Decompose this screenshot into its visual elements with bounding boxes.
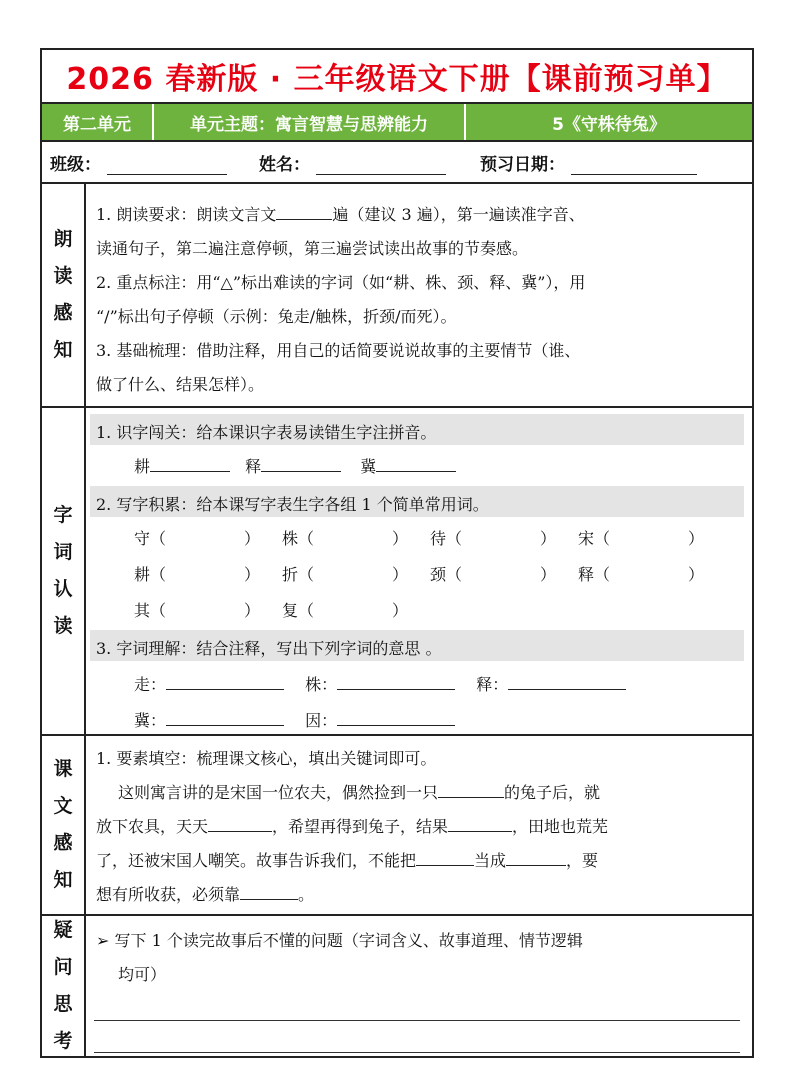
worksheet [40,48,754,1058]
label-char: 思 [53,993,73,1015]
date-blank[interactable] [571,155,697,175]
meaning-row-2 [134,708,455,731]
section-story-label [42,736,86,914]
label-char: 知 [53,339,73,361]
word-cell[interactable]: 颈（ ） [430,565,557,584]
pinyin-blank[interactable] [150,454,230,472]
section-words-label [42,408,86,734]
story-line-2: 放下农具，天天 ，希望再得到兔子，结果 ，田地也荒芜 [96,814,608,837]
label-char: 词 [53,541,73,563]
times-blank[interactable] [276,202,332,220]
section-words [42,408,752,736]
name-field[interactable] [259,150,446,175]
word-cell[interactable]: 复（ ） [282,601,409,620]
answer-line[interactable] [94,1052,740,1053]
label-char: 知 [53,869,73,891]
words-q2: 2. 写字积累：给本课写字表生字各组 1 个简单常用词。 [96,495,489,514]
label-char: 问 [53,956,73,978]
fill-blank[interactable] [208,814,272,832]
label-char: 字 [53,504,73,526]
pinyin-char: 耕 [134,457,151,476]
reading-line-6: 做了什么、结果怎样）。 [96,375,265,394]
word-cell[interactable]: 守（ ） [134,529,261,548]
fill-blank[interactable] [448,814,512,832]
fill-blank[interactable] [506,848,566,866]
meaning-char: 因： [305,711,338,730]
label-char: 文 [53,795,73,817]
word-cell[interactable]: 株（ ） [282,529,409,548]
word-cell[interactable]: 耕（ ） [134,565,261,584]
reading-text: 遍（建议 3 遍），第一遍读准字音、 [332,205,585,224]
pinyin-blank[interactable] [261,454,341,472]
name-label: 姓名： [259,154,310,175]
label-char: 认 [53,578,73,600]
page-title: 2026 春新版 · 三年级语文下册【课前预习单】 [42,50,752,104]
word-row-1 [134,526,726,549]
reading-line-1 [96,202,585,225]
section-story [42,736,752,916]
word-cell[interactable]: 释（ ） [578,565,705,584]
student-info-row [42,142,752,184]
fill-blank[interactable] [438,780,504,798]
story-line-1: 这则寓言讲的是宋国一位农夫，偶然捡到一只 的兔子后，就 [118,780,600,803]
lesson-title: 5《守株待兔》 [552,114,666,135]
reading-line-4: “/”标出句子停顿（示例：兔走/触株，折颈/而死）。 [96,307,457,326]
reading-line-3: 2. 重点标注：用“△”标出难读的字词（如“耕、株、颈、释、冀”），用 [96,273,586,292]
story-q1: 1. 要素填空：梳理课文核心，填出关键词即可。 [96,749,437,768]
word-row-2 [134,562,726,585]
label-char: 感 [53,832,73,854]
word-row-3 [134,598,430,621]
date-label: 预习日期： [480,154,565,175]
reading-line-5: 3. 基础梳理：借助注释，用自己的话简要说说故事的主要情节（谁、 [96,341,581,360]
meaning-blank[interactable] [508,672,626,690]
section-question-label [42,916,86,1056]
pinyin-char: 冀 [360,457,377,476]
meaning-char: 株： [305,675,338,694]
fill-blank[interactable] [240,882,298,900]
meaning-char: 走： [134,675,167,694]
meaning-char: 释： [476,675,509,694]
pinyin-blank[interactable] [376,454,456,472]
label-char: 课 [53,758,73,780]
answer-line[interactable] [94,1020,740,1021]
class-field[interactable] [50,150,227,175]
class-label: 班级： [50,154,101,175]
unit-label: 第二单元 [42,104,154,140]
name-blank[interactable] [316,155,446,175]
word-cell[interactable]: 待（ ） [430,529,557,548]
fill-blank[interactable] [416,848,474,866]
label-char: 读 [53,615,73,637]
label-char: 考 [53,1030,73,1052]
arrow-bullet-icon: ➢ [96,931,110,950]
pinyin-row [134,454,456,477]
story-line-4: 想有所收获，必须靠 。 [96,882,314,905]
unit-theme: 单元主题：寓言智慧与思辨能力 [154,104,466,140]
reading-text: 1. 朗读要求：朗读文言文 [96,205,277,224]
question-line-2: 均可） [118,965,167,984]
meaning-blank[interactable] [166,672,284,690]
label-char: 读 [53,265,73,287]
section-reading-label [42,184,86,406]
meaning-char: 冀： [134,711,167,730]
meaning-blank[interactable] [337,708,455,726]
pinyin-char: 释 [245,457,262,476]
meaning-row-1 [134,672,626,695]
date-field[interactable] [480,150,697,175]
word-cell[interactable]: 其（ ） [134,601,261,620]
label-char: 朗 [53,228,73,250]
label-char: 疑 [53,919,73,941]
class-blank[interactable] [107,155,227,175]
words-q1: 1. 识字闯关：给本课识字表易读错生字注拼音。 [96,423,437,442]
label-char: 感 [53,302,73,324]
words-q3: 3. 字词理解：结合注释，写出下列字词的意思 。 [96,639,442,658]
word-cell[interactable]: 宋（ ） [578,529,705,548]
question-line-1 [96,928,583,951]
meaning-blank[interactable] [337,672,455,690]
story-line-3: 了，还被宋国人嘲笑。故事告诉我们，不能把 当成 ，要 [96,848,598,871]
reading-line-2: 读通句子，第二遍注意停顿，第三遍尝试读出故事的节奏感。 [96,239,529,258]
unit-header-bar [42,104,752,142]
word-cell[interactable]: 折（ ） [282,565,409,584]
section-question [42,916,752,1056]
meaning-blank[interactable] [166,708,284,726]
section-reading [42,184,752,408]
question-text: 写下 1 个读完故事后不懂的问题（字词含义、故事道理、情节逻辑 [114,931,583,950]
